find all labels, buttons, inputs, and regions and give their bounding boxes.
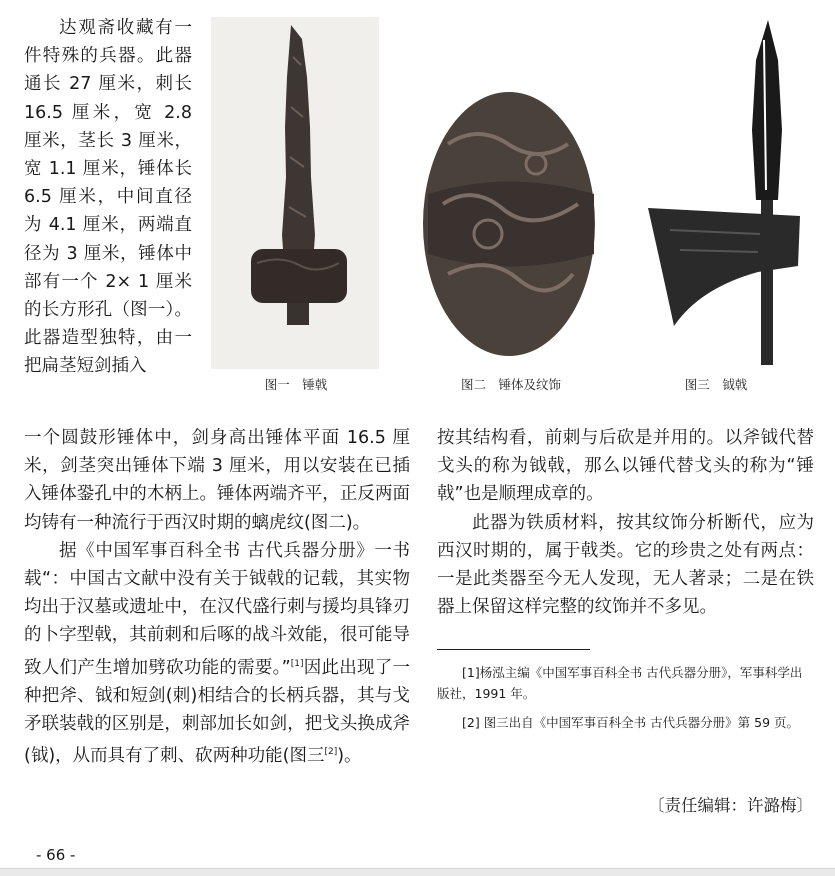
left-paragraph-2-text-a: 据《中国军事百科全书 古代兵器分册》一书载“：中国古文献中没有关于钺戟的记载，其实物均出于汉墓或遗址中，在汉代盛行刺与援均具锋刃的卜字型戟，其前刺和后啄的战斗效能，很可能导致人们产生增加劈砍功能的需要。” — [24, 540, 410, 678]
right-paragraph-2: 此器为铁质材料，按其纹饰分析断代，应为西汉时期的，属于戟类。它的珍贵之处有两点：一是此类器至今无人发现，无人著录；二是在铁器上保留这样完整的纹饰并不多见。 — [437, 512, 814, 618]
figure-3-yue-halberd-image — [640, 20, 820, 365]
intro-paragraph: 达观斋收藏有一件特殊的兵器。此器通长 27 厘米，刺长 16.5 厘米，宽 2.8 厘米，茎长 3 厘米，宽 1.1 厘米，锤体长 6.5 厘米，中间直径为 4.1 厘米，两端直径为 3 厘米，锤体中部有一个 2× 1 厘米的长方形孔（图一）。此器造型独特，由一把扁茎短剑插入 — [24, 18, 192, 377]
footnote-1-text: [1]杨泓主编《中国军事百科全书 古代兵器分册》，军事科学出版社，1991 年。 — [437, 665, 803, 701]
footnote-divider — [437, 649, 590, 650]
figure-2-hammer-body-image — [418, 84, 601, 360]
left-column — [24, 424, 410, 770]
right-column — [437, 424, 814, 621]
responsible-editor: 〔责任编辑：许潞梅〕 — [648, 796, 813, 815]
footnote-2 — [437, 712, 814, 733]
figure-3-caption: 图三 钺戟 — [684, 377, 748, 392]
figure-2-caption: 图二 锤体及纹饰 — [460, 377, 561, 392]
figure-1-hammer-halberd-image — [211, 17, 379, 369]
page-number: - 66 - — [36, 846, 76, 864]
right-paragraph-1: 按其结构看，前刺与后砍是并用的。以斧钺代替戈头的称为钺戟，那么以锤代替戈头的称为“锤戟”也是顺理成章的。 — [437, 428, 814, 505]
left-paragraph-2 — [24, 537, 410, 770]
footnote-2-text: [2] 图三出自《中国军事百科全书 古代兵器分册》第 59 页。 — [462, 715, 800, 730]
left-paragraph-2-text-c: )。 — [337, 745, 362, 766]
left-paragraph-2-text-b: 因此出现了一种把斧、钺和短剑(刺)相结合的长柄兵器，其与戈矛联装戟的区别是，刺部加长如剑，把戈头换成斧(钺)，从而具有了刺、砍两种功能(图三 — [24, 657, 411, 766]
footnote-ref-1: [1] — [290, 658, 304, 669]
figure-1-caption: 图一 锤戟 — [264, 377, 328, 392]
footnote-1 — [437, 662, 814, 704]
left-paragraph-1: 一个圆鼓形锤体中，剑身高出锤体平面 16.5 厘米，剑茎突出锤体下端 3 厘米，用以安装在已插入锤体銎孔中的木柄上。锤体两端齐平，正反两面均铸有一种流行于西汉时期的螭虎纹(图二)。 — [24, 428, 410, 533]
footnote-ref-2: [2] — [324, 747, 338, 758]
